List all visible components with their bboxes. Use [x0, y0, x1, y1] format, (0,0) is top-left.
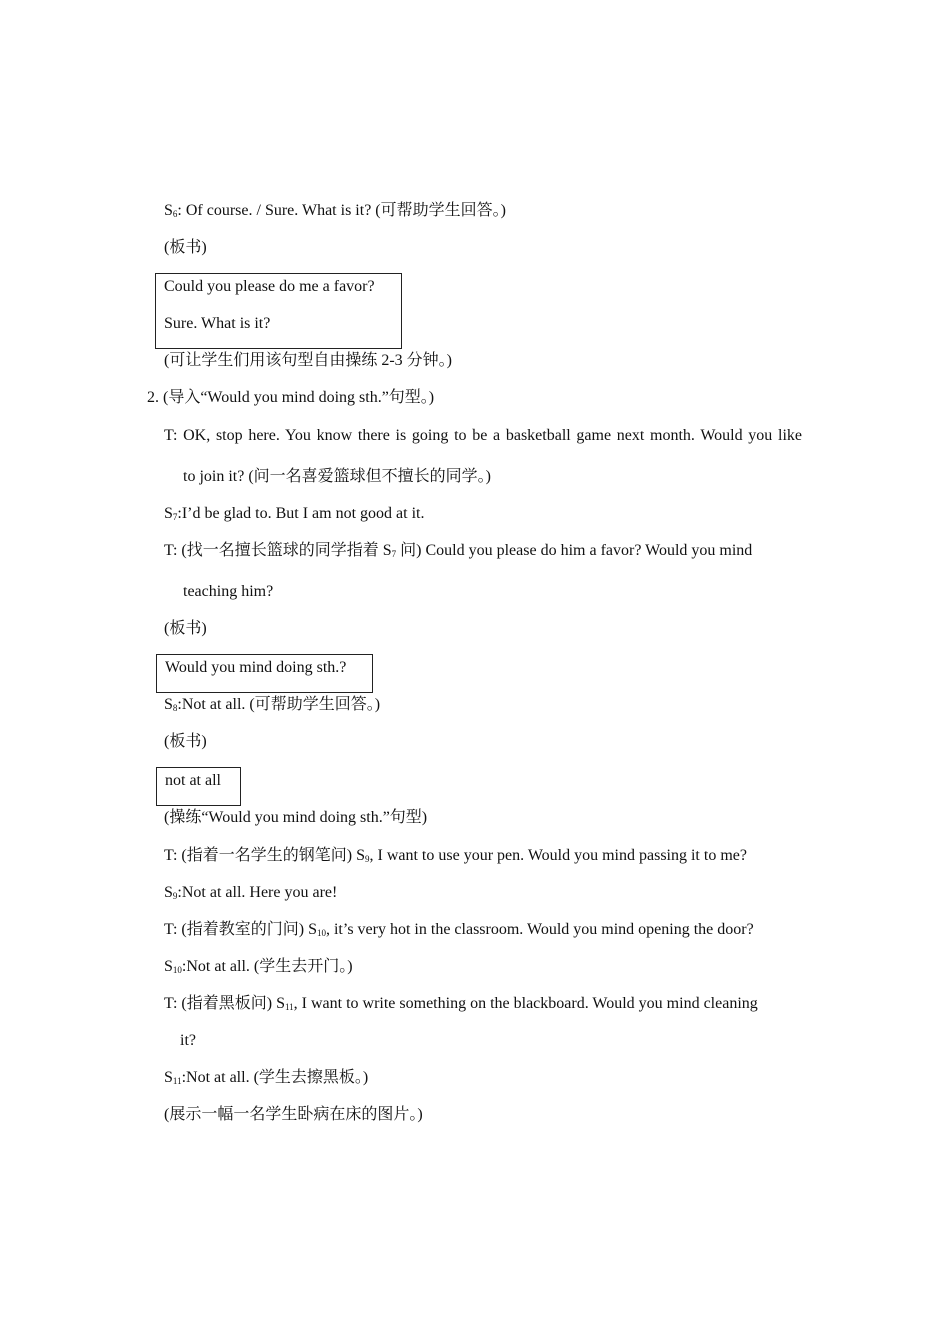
s7-answer: $S_7:I’d$ be glad to. But I am not good at it. [164, 505, 425, 522]
practice-note: (操练“Would you mind doing sth.”句型) [164, 809, 428, 826]
s8-answer: $S_8:Not$ at all. (可帮助学生回答。) [164, 696, 381, 713]
s10-answer: $S_{10}:Not$ at all. (学生去开门。) [164, 958, 353, 975]
teacher-line: T: OK, stop here. You know there is going to be a basketball game next month. Would you like [164, 427, 802, 444]
teacher-line: T: (指着教室的门问) $S_{10}$, it’s very hot in the classroom. Would you mind opening the door? [164, 921, 754, 938]
s11-answer: $S_{11}:Not$ at all. (学生去擦黑板。) [164, 1069, 369, 1086]
blackboard-box-favor [155, 273, 402, 349]
teacher-line-continued: to join it? (问一名喜爱篮球但不擅长的同学。) [183, 468, 491, 485]
teacher-line: T: (找一名擅长篮球的同学指着 $S_7$ 问) Could you please do him a favor? Would you mind [164, 542, 753, 559]
box-line: not at all [165, 772, 221, 789]
s9-answer: $S_9:Not$ at all. Here you are! [164, 884, 338, 901]
box-line: Sure. What is it? [164, 315, 271, 332]
teacher-line-continued: teaching him? [183, 583, 274, 600]
board-note: (板书) [164, 620, 207, 637]
blackboard-box-mind [156, 654, 373, 693]
teacher-line: T: (指着一名学生的钢笔问) $S_9$, I want to use your pen. Would you mind passing it to me? [164, 847, 747, 864]
section-2-heading: 2. (导入“Would you mind doing sth.”句型。) [147, 389, 435, 406]
board-note: (板书) [164, 733, 207, 750]
box-line: Would you mind doing sth.? [165, 659, 347, 676]
practice-note: (可让学生们用该句型自由操练 2-3 分钟。) [164, 352, 452, 369]
board-note: (板书) [164, 239, 207, 256]
s6-answer: $S_6$: Of course. / Sure. What is it? (可帮助学生回答。) [164, 202, 506, 219]
teacher-line-continued: it? [180, 1032, 196, 1049]
blackboard-box-not-at-all [156, 767, 241, 806]
teacher-line: T: (指着黑板问) $S_{11}$, I want to write something on the blackboard. Would you mind cleaning [164, 995, 758, 1012]
box-line: Could you please do me a favor? [164, 278, 375, 295]
show-picture-note: (展示一幅一名学生卧病在床的图片。) [164, 1106, 423, 1123]
